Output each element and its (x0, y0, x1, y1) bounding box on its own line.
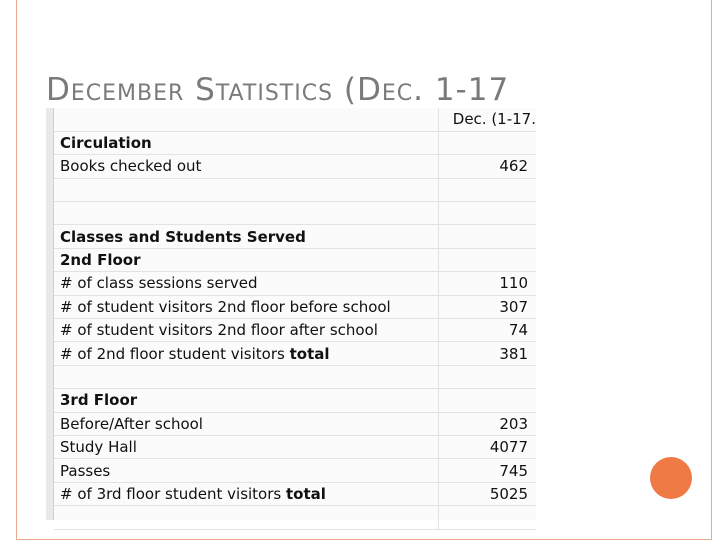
row-value-cell (438, 202, 536, 225)
table-row (54, 155, 536, 178)
table-row (54, 459, 536, 482)
row-value-cell: 5025 (438, 482, 536, 505)
row-label: # of 2nd floor student visitors (60, 344, 290, 363)
row-value-cell: 4077 (438, 435, 536, 458)
row-label-cell (54, 506, 438, 529)
row-label-cell (54, 178, 438, 201)
row-label-cell (54, 412, 438, 435)
row-value-cell (438, 365, 536, 388)
row-value-cell: 110 (438, 272, 536, 295)
row-label-bold-suffix: total (285, 484, 326, 503)
statistics-table (54, 108, 536, 530)
table-row (54, 342, 536, 365)
table-row (54, 202, 536, 225)
slide-title: December Statistics (Dec. 1-17 (46, 72, 510, 108)
table-row (54, 225, 536, 248)
row-value-cell: 74 (438, 319, 536, 342)
row-value-cell: 381 (438, 342, 536, 365)
row-label: Classes and Students Served (60, 227, 306, 246)
table-row (54, 435, 536, 458)
table-row (54, 295, 536, 318)
row-value-cell (438, 131, 536, 154)
row-label: 3rd Floor (60, 391, 138, 410)
row-label-cell (54, 225, 438, 248)
row-label-cell (54, 365, 438, 388)
table-row (54, 482, 536, 505)
row-value-cell (438, 225, 536, 248)
row-label-cell (54, 295, 438, 318)
row-value-cell: 307 (438, 295, 536, 318)
row-value-cell (438, 248, 536, 271)
table-row (54, 319, 536, 342)
row-label: Books checked out (60, 157, 202, 176)
row-label: # of student visitors 2nd floor after school (60, 321, 378, 340)
row-label: Study Hall (60, 438, 137, 457)
row-value-cell: 462 (438, 155, 536, 178)
row-label: # of student visitors 2nd floor before school (60, 297, 391, 316)
row-label-cell (54, 319, 438, 342)
row-label-cell (54, 342, 438, 365)
table-row (54, 272, 536, 295)
row-label-cell (54, 155, 438, 178)
row-header-strip (46, 108, 54, 520)
header-label-cell (54, 108, 438, 131)
row-label-cell (54, 131, 438, 154)
row-label: Circulation (60, 134, 152, 153)
row-label: # of class sessions served (60, 274, 258, 293)
row-label: Passes (60, 461, 111, 480)
table-row (54, 506, 536, 529)
row-label-cell (54, 459, 438, 482)
row-label: # of 3rd floor student visitors (60, 484, 286, 503)
table-row (54, 131, 536, 154)
row-label: Before/After school (60, 414, 203, 433)
row-value-cell (438, 178, 536, 201)
row-value-cell (438, 389, 536, 412)
spreadsheet-image (46, 108, 536, 520)
row-value-cell (438, 506, 536, 529)
table-row (54, 365, 536, 388)
header-row (54, 108, 536, 131)
table-row (54, 389, 536, 412)
row-value-cell: 745 (438, 459, 536, 482)
row-label-cell (54, 482, 438, 505)
header-value-cell: Dec. (1-17. (438, 108, 536, 131)
table-row (54, 178, 536, 201)
row-label-cell (54, 272, 438, 295)
table-row (54, 248, 536, 271)
row-label-cell (54, 435, 438, 458)
row-label-cell (54, 202, 438, 225)
accent-circle (650, 457, 692, 499)
row-value-cell: 203 (438, 412, 536, 435)
table-row (54, 412, 536, 435)
row-label-cell (54, 389, 438, 412)
row-label: 2nd Floor (60, 251, 141, 270)
row-label-cell (54, 248, 438, 271)
row-label-bold-suffix: total (289, 344, 330, 363)
